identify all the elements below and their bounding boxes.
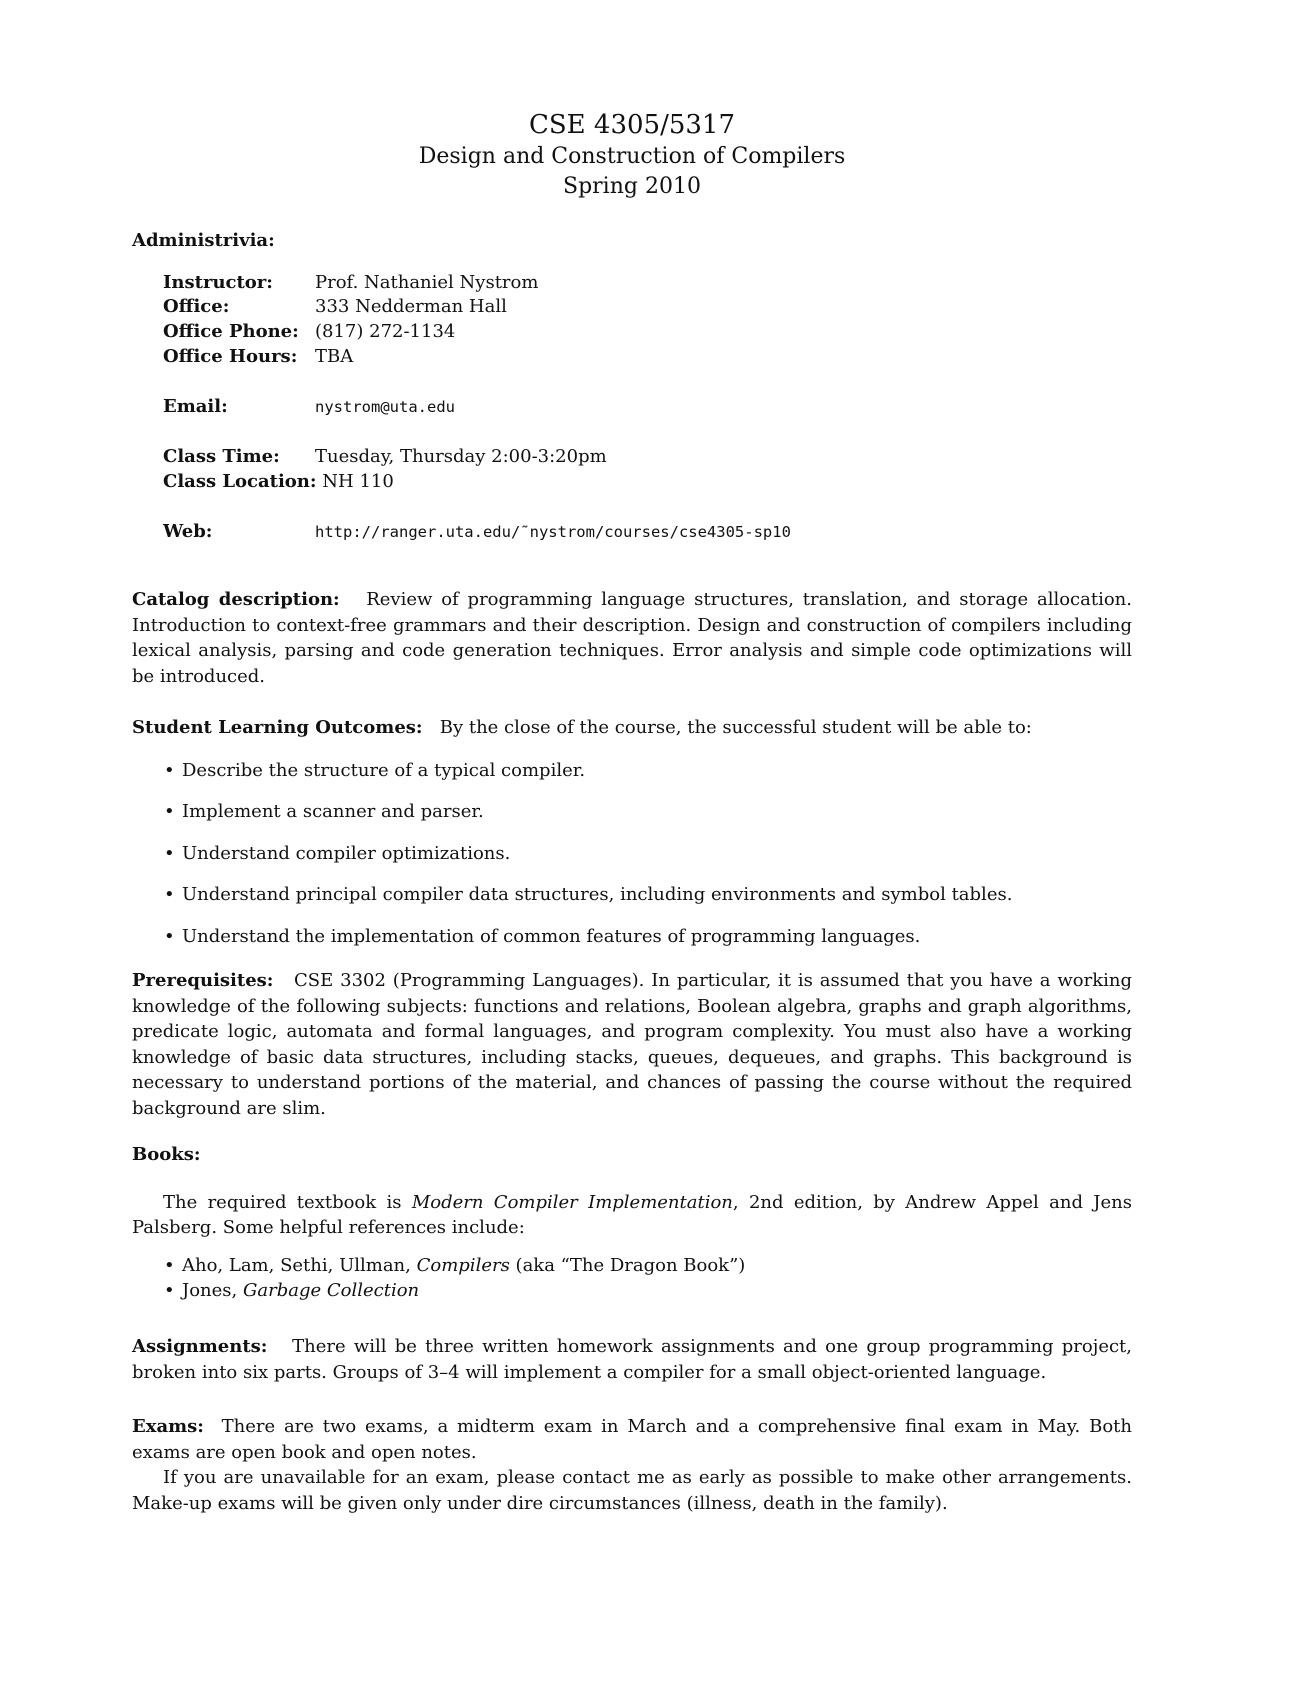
web-label: Web: xyxy=(163,521,213,542)
assignments-section xyxy=(132,1334,1132,1385)
textbook-title: Modern Compiler Implementation xyxy=(411,1191,733,1213)
class-location-row xyxy=(163,469,394,494)
exams-text: There are two exams, a midterm exam in March and a comprehensive final exam in May. Both exams are open book and open notes. xyxy=(132,1416,1132,1463)
class-time-row xyxy=(163,444,607,469)
hours-label: Office Hours: xyxy=(163,346,298,367)
course-code: CSE 4305/5317 xyxy=(528,110,736,140)
web-row xyxy=(163,519,791,545)
class-time-label: Class Time: xyxy=(163,446,280,467)
books-list xyxy=(162,1253,1132,1304)
list-item: • Implement a scanner and parser. xyxy=(162,799,1132,825)
exams-section xyxy=(132,1414,1132,1516)
list-item: • Aho, Lam, Sethi, Ullman, Compilers (aka “The Dragon Book”) xyxy=(162,1253,1132,1279)
administrivia-heading: Administrivia: xyxy=(132,230,275,251)
web-value: http://ranger.uta.edu/˜nystrom/courses/cse4305-sp10 xyxy=(315,523,791,541)
class-location-value: NH 110 xyxy=(322,471,394,492)
title-block xyxy=(0,108,1264,202)
books-intro: The required textbook is Modern Compiler Implementation, 2nd edition, by Andrew Appel and Jens Palsberg. Some helpful references include: xyxy=(132,1191,1132,1238)
outcomes-intro-line xyxy=(132,715,1132,741)
office-label: Office: xyxy=(163,296,230,317)
assignments-heading: Assignments: xyxy=(132,1336,268,1357)
outcomes-section xyxy=(132,715,1132,965)
list-item: • Describe the structure of a typical compiler. xyxy=(162,758,1132,784)
office-row xyxy=(163,294,507,319)
email-value: nystrom@uta.edu xyxy=(315,398,455,416)
class-time-value: Tuesday, Thursday 2:00-3:20pm xyxy=(315,446,607,467)
prereq-text: CSE 3302 (Programming Languages). In particular, it is assumed that you have a working knowledge of the following subjects: functions and relations, Boolean algebra, graphs and graph algorithms, predicate logic, automata and formal languages, and program complexity. You must also have a working knowledge of basic data structures, including stacks, queues, dequeues, and graphs. This background is necessary to understand portions of the material, and chances of passing the course without the required background are slim. xyxy=(132,970,1132,1119)
instructor-value: Prof. Nathaniel Nystrom xyxy=(315,272,539,293)
prereq-heading: Prerequisites: xyxy=(132,970,274,991)
phone-label: Office Phone: xyxy=(163,321,299,342)
outcomes-list xyxy=(162,758,1132,950)
outcomes-heading: Student Learning Outcomes: xyxy=(132,717,423,738)
email-row xyxy=(163,394,455,420)
exams-heading: Exams: xyxy=(132,1416,204,1437)
assignments-text: There will be three written homework assignments and one group programming project, broken into six parts. Groups of 3–4 will implement a compiler for a small object-oriented language. xyxy=(132,1336,1133,1383)
hours-row xyxy=(163,344,353,369)
email-label: Email: xyxy=(163,396,228,417)
phone-value: (817) 272-1134 xyxy=(315,321,456,342)
list-item: • Understand compiler optimizations. xyxy=(162,841,1132,867)
books-heading: Books: xyxy=(132,1144,201,1165)
catalog-text: Review of programming language structures, translation, and storage allocation. Introduction to context-free grammars and their description. Design and construction of compilers including lexical analysis, parsing and code generation techniques. Error analysis and simple code optimizations will be introduced. xyxy=(132,589,1132,687)
list-item: • Understand the implementation of common features of programming languages. xyxy=(162,924,1132,950)
instructor-label: Instructor: xyxy=(163,272,273,293)
office-value: 333 Nedderman Hall xyxy=(315,296,507,317)
list-item: • Jones, Garbage Collection xyxy=(162,1278,1132,1304)
course-title: Design and Construction of Compilers xyxy=(418,144,846,169)
exams-text-2: If you are unavailable for an exam, please contact me as early as possible to make other arrangements. Make-up exams will be given only under dire circumstances (illness, death in the family). xyxy=(132,1467,1132,1514)
term: Spring 2010 xyxy=(563,174,701,199)
instructor-row xyxy=(163,270,538,295)
class-location-label: Class Location: xyxy=(163,471,317,492)
outcomes-intro: By the close of the course, the successful student will be able to: xyxy=(439,717,1032,738)
catalog-section xyxy=(132,587,1132,689)
prereq-section xyxy=(132,968,1132,1121)
catalog-heading: Catalog description: xyxy=(132,589,340,610)
hours-value: TBA xyxy=(315,346,354,367)
books-section xyxy=(132,1142,1132,1304)
phone-row xyxy=(163,319,455,344)
list-item: • Understand principal compiler data structures, including environments and symbol tables. xyxy=(162,882,1132,908)
